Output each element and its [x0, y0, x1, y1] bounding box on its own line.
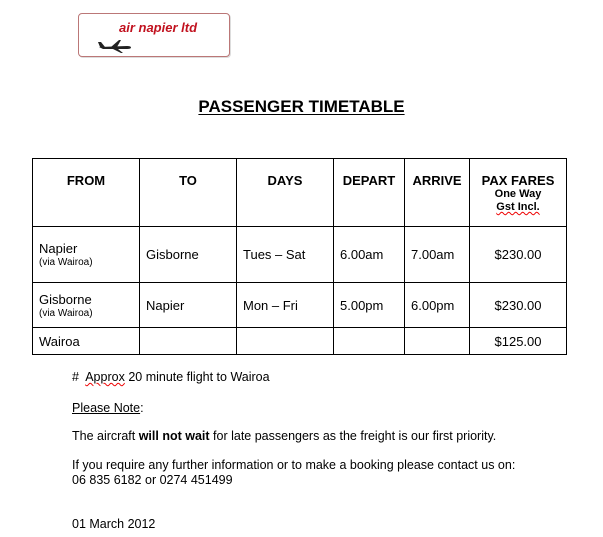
cell-depart: 6.00am	[334, 227, 405, 283]
approx-note: # Approx 20 minute flight to Wairoa	[72, 370, 270, 384]
cell-from: Wairoa	[33, 328, 140, 355]
header-arrive: ARRIVE	[405, 159, 470, 227]
cell-fare: $125.00	[470, 328, 567, 355]
header-from: FROM	[33, 159, 140, 227]
cell-depart	[334, 328, 405, 355]
header-fares: PAX FARES One Way Gst Incl.	[470, 159, 567, 227]
cell-days: Mon – Fri	[237, 283, 334, 328]
header-row	[33, 159, 567, 227]
cell-days	[237, 328, 334, 355]
please-note-heading: Please Note:	[72, 401, 144, 415]
cell-from: Gisborne (via Wairoa)	[33, 283, 140, 328]
header-to: TO	[140, 159, 237, 227]
timetable	[32, 158, 567, 355]
cell-fare: $230.00	[470, 283, 567, 328]
company-logo	[78, 13, 230, 57]
cell-days: Tues – Sat	[237, 227, 334, 283]
cell-fare: $230.00	[470, 227, 567, 283]
header-days: DAYS	[237, 159, 334, 227]
contact-line: If you require any further information or to make a booking please contact us on:	[72, 458, 516, 472]
table-row	[33, 283, 567, 328]
cell-depart: 5.00pm	[334, 283, 405, 328]
logo-text: air napier ltd	[119, 20, 198, 35]
phone-numbers: 06 835 6182 or 0274 451499	[72, 473, 233, 487]
cell-from: Napier (via Wairoa)	[33, 227, 140, 283]
table-row	[33, 328, 567, 355]
cell-arrive: 7.00am	[405, 227, 470, 283]
cell-to: Gisborne	[140, 227, 237, 283]
table-row	[33, 227, 567, 283]
cell-to	[140, 328, 237, 355]
wait-notice: The aircraft will not wait for late passengers as the freight is our first priority.	[72, 429, 497, 443]
page-title: PASSENGER TIMETABLE	[198, 97, 405, 116]
cell-arrive	[405, 328, 470, 355]
airplane-icon	[97, 38, 133, 54]
cell-to: Napier	[140, 283, 237, 328]
header-depart: DEPART	[334, 159, 405, 227]
document-date: 01 March 2012	[72, 517, 156, 531]
cell-arrive: 6.00pm	[405, 283, 470, 328]
